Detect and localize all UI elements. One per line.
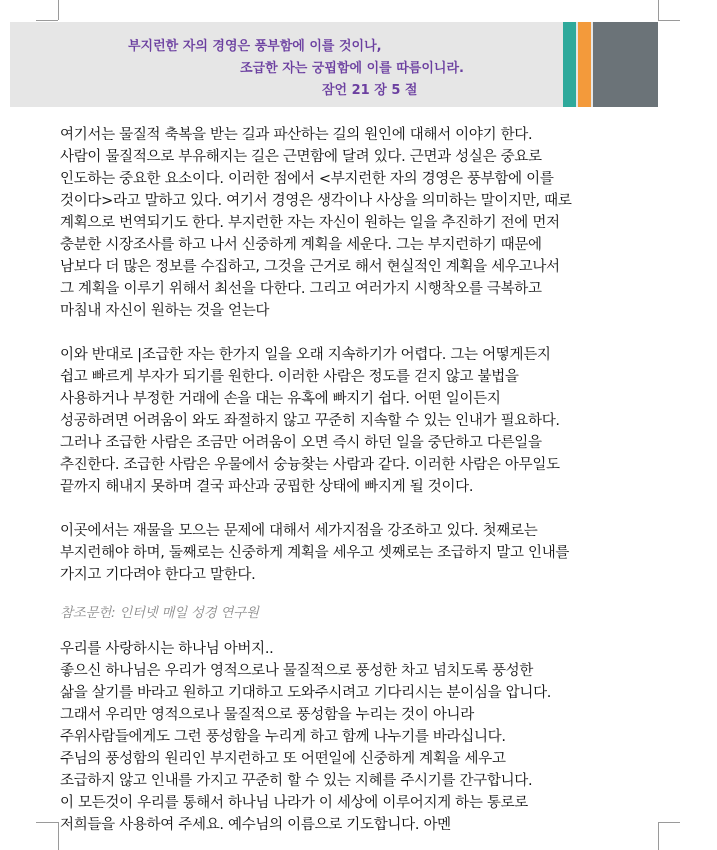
paragraph-spacer [60,498,660,520]
text-line: 주위사람들에게도 그런 풍성함을 누리게 하고 함께 나누기를 바라십니다. [60,729,506,745]
text-line: 좋으신 하나님은 우리가 영적으로나 물질적으로 풍성한 차고 넘치도록 풍성한 [60,663,534,679]
text-line: 우리를 사랑하시는 하나님 아버지.. [60,641,274,657]
verse-header [10,22,658,107]
text-line: 삶을 살기를 바라고 원하고 기대하고 도와주시려고 기다리시는 분이심을 압니다. [60,685,552,701]
crop-mark-top-left-h [36,20,58,21]
text-line: 부지런해야 하며, 둘째로는 신중하게 계획을 세우고 셋째로는 조급하지 말고 인내를 [60,545,570,561]
text-line: 성공하려면 어려움이 와도 좌절하지 않고 꾸준히 지속할 수 있는 인내가 필요하다. [60,413,560,429]
paragraph-3 [60,520,660,586]
text-line: 사용하거나 부정한 거래에 손을 대는 유혹에 빠지기 쉽다. 어떤 일이든지 [60,391,501,407]
crop-mark-bottom-left-v [58,822,59,850]
crop-mark-top-right-h [658,20,680,21]
text-line: 마침내 자신이 원하는 것을 얻는다 [60,303,270,319]
crop-mark-bottom-right-h [658,822,680,823]
text-line: 그러나 조급한 사람은 조금만 어려움이 오면 즉시 하던 일을 중단하고 다른일을 [60,435,542,451]
document-body [60,124,660,836]
text-line: 여기서는 물질적 축복을 받는 길과 파산하는 길의 원인에 대해서 이야기 한다. [60,127,533,143]
text-line: 조급하지 않고 인내를 가지고 꾸준히 할 수 있는 지혜를 주시기를 간구합니다. [60,773,533,789]
verse-line-1: 부지런한 자의 경영은 풍부함에 이를 것이나, [128,39,382,54]
text-line: 쉽고 빠르게 부자가 되기를 원한다. 이러한 사람은 정도를 걷지 않고 불법을 [60,369,519,385]
text-line: 그 계획을 이루기 위해서 최선을 다한다. 그리고 여러가지 시행착오를 극복하고 [60,281,542,297]
text-line: 이곳에서는 재물을 모으는 문제에 대해서 세가지점을 강조하고 있다. 첫째로는 [60,523,538,539]
paragraph-spacer [60,586,660,598]
crop-mark-bottom-left-h [36,822,58,823]
paragraph-1 [60,124,660,322]
text-line: 계획으로 번역되기도 한다. 부지런한 자는 자신이 원하는 일을 추진하기 전에 먼저 [60,215,560,231]
verse-line-2: 조급한 자는 궁핍함에 이를 따름이니라. [240,61,464,76]
teal-accent-stripe [563,22,576,107]
text-line: 이와 반대로 |조급한 자는 한가지 일을 오래 지속하기가 어렵다. 그는 어떻게든지 [60,347,551,363]
text-line: 것이다>라고 말하고 있다. 여기서 경영은 생각이나 사상을 의미하는 말이지만, 때로 [60,193,572,209]
text-line: 가지고 기다려야 한다고 말한다. [60,567,256,583]
reference-note: 참조문헌: 인터넷 매일 성경 연구원 [60,605,259,621]
text-line: 그래서 우리만 영적으로나 물질적으로 풍성함을 누리는 것이 아니라 [60,707,474,723]
orange-accent-stripe [578,22,591,107]
crop-mark-top-left-v [58,0,59,20]
crop-mark-top-right-v [658,0,659,20]
text-line: 이 모든것이 우리를 통해서 하나님 나라가 이 세상에 이루어지게 하는 통로로 [60,795,529,811]
gray-accent-block [593,22,658,107]
paragraph-spacer [60,322,660,344]
paragraph-2 [60,344,660,498]
text-line: 저희들을 사용하여 주세요. 예수님의 이름으로 기도합니다. 아멘 [60,817,451,833]
prayer-paragraph [60,638,660,836]
verse-reference: 잠언 21 장 5 절 [322,83,418,98]
text-line: 주님의 풍성함의 원리인 부지런하고 또 어떤일에 신중하게 계획을 세우고 [60,751,506,767]
text-line: 사람이 물질적으로 부유해지는 길은 근면함에 달려 있다. 근면과 성실은 중요로 [60,149,542,165]
text-line: 추진한다. 조급한 사람은 우물에서 숭늉찾는 사람과 같다. 이러한 사람은 아무일도 [60,457,560,473]
text-line: 인도하는 중요한 요소이다. 이러한 점에서 <부지런한 자의 경영은 풍부함에 이를 [60,171,554,187]
text-line: 충분한 시장조사를 하고 나서 신중하게 계획을 세운다. 그는 부지런하기 때문에 [60,237,542,253]
text-line: 끝까지 해내지 못하며 결국 파산과 궁핍한 상태에 빠지게 될 것이다. [60,479,474,495]
text-line: 남보다 더 많은 정보를 수집하고, 그것을 근거로 해서 현실적인 계획을 세우고나서 [60,259,560,275]
